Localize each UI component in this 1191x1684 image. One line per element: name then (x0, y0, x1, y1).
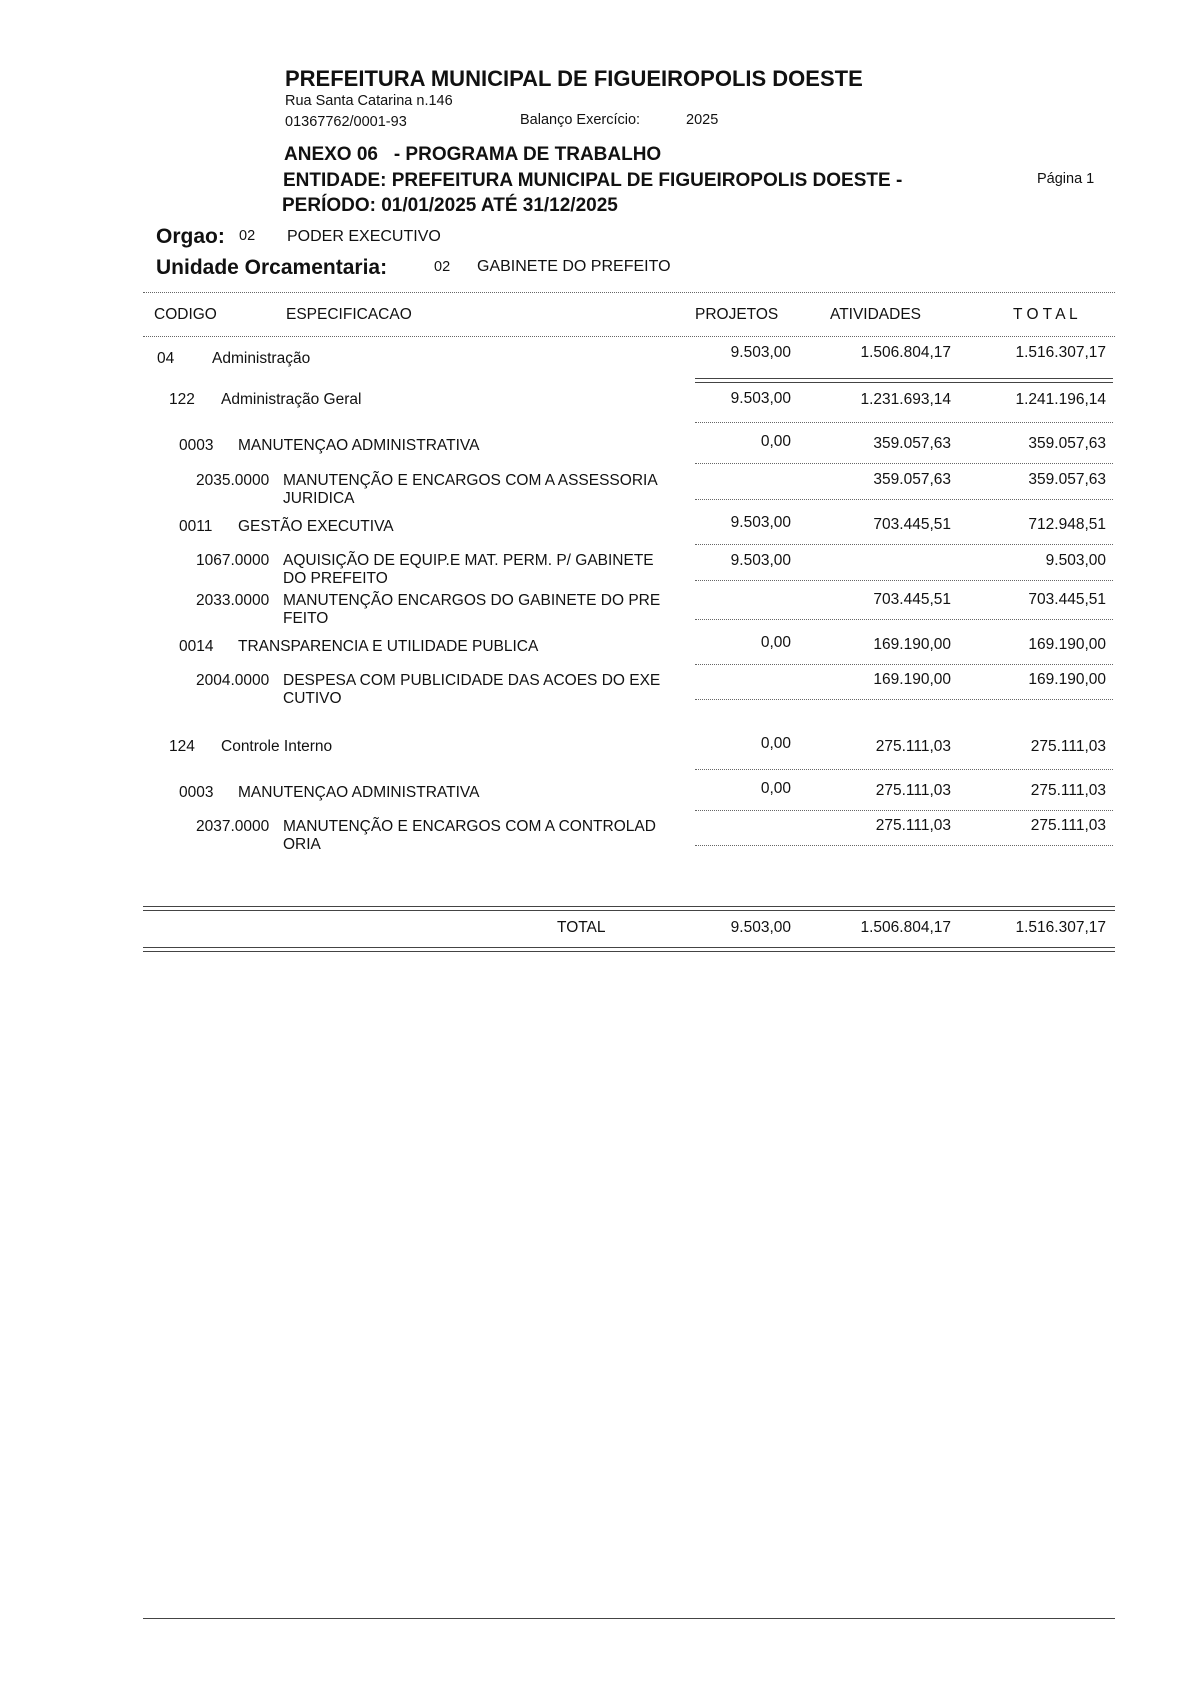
row-desc: MANUTENÇAO ADMINISTRATIVA (238, 437, 480, 454)
row-atividades: 703.445,51 (873, 516, 951, 533)
totals-label: TOTAL (557, 919, 606, 936)
balanco-label: Balanço Exercício: (520, 112, 641, 128)
col-atividades: ATIVIDADES (830, 306, 922, 323)
row-desc-line2: ORIA (283, 836, 321, 853)
row-code: 2037.0000 (196, 818, 270, 835)
double-divider (143, 947, 1115, 952)
row-desc: GESTÃO EXECUTIVA (238, 518, 394, 535)
periodo: PERÍODO: 01/01/2025 ATÉ 31/12/2025 (282, 195, 618, 216)
unidade-code: 02 (434, 259, 451, 275)
row-total: 9.503,00 (1045, 552, 1106, 569)
row-atividades: 169.190,00 (873, 636, 951, 653)
totals-total: 1.516.307,17 (1015, 919, 1106, 936)
row-atividades: 359.057,63 (873, 435, 951, 452)
row-projetos: 9.503,00 (730, 514, 791, 531)
row-code: 2004.0000 (196, 672, 270, 689)
col-projetos: PROJETOS (695, 306, 779, 323)
cnpj: 01367762/0001-93 (285, 114, 407, 130)
divider (695, 463, 1113, 464)
row-desc: Controle Interno (221, 738, 333, 755)
row-desc: Administração (212, 350, 311, 367)
orgao-name: PODER EXECUTIVO (287, 228, 441, 245)
row-desc-line1: AQUISIÇÃO DE EQUIP.E MAT. PERM. P/ GABINETE (283, 552, 654, 569)
row-total: 1.241.196,14 (1015, 391, 1106, 408)
col-codigo: CODIGO (154, 306, 217, 323)
row-atividades: 703.445,51 (873, 591, 951, 608)
row-desc: TRANSPARENCIA E UTILIDADE PUBLICA (238, 638, 539, 655)
double-divider (695, 378, 1113, 383)
row-total: 275.111,03 (1030, 738, 1106, 755)
row-total: 712.948,51 (1028, 516, 1106, 533)
divider (143, 292, 1115, 293)
divider (695, 422, 1113, 423)
row-desc: MANUTENÇAO ADMINISTRATIVA (238, 784, 480, 801)
divider (695, 810, 1113, 811)
row-projetos: 9.503,00 (730, 344, 791, 361)
orgao-code: 02 (239, 228, 256, 244)
row-total: 359.057,63 (1028, 471, 1106, 488)
row-projetos: 9.503,00 (730, 552, 791, 569)
divider (695, 845, 1113, 846)
row-desc-line2: CUTIVO (283, 690, 342, 707)
balanco-year: 2025 (686, 112, 719, 128)
row-code: 2035.0000 (196, 472, 270, 489)
totals-atividades: 1.506.804,17 (860, 919, 951, 936)
address: Rua Santa Catarina n.146 (285, 93, 453, 109)
row-total: 275.111,03 (1030, 817, 1106, 834)
divider (695, 544, 1113, 545)
row-desc-line1: MANUTENÇÃO E ENCARGOS COM A CONTROLAD (283, 818, 656, 835)
row-atividades: 275.111,03 (875, 738, 951, 755)
row-projetos: 0,00 (760, 634, 791, 651)
divider (695, 664, 1113, 665)
row-code: 124 (169, 738, 195, 755)
row-code: 0014 (179, 638, 214, 655)
row-atividades: 1.506.804,17 (860, 344, 951, 361)
row-code: 0003 (179, 784, 214, 801)
divider (695, 699, 1113, 700)
row-projetos: 9.503,00 (730, 390, 791, 407)
row-desc-line1: DESPESA COM PUBLICIDADE DAS ACOES DO EXE (283, 672, 661, 689)
row-desc: Administração Geral (221, 391, 362, 408)
unidade-name: GABINETE DO PREFEITO (477, 258, 671, 275)
divider (695, 499, 1113, 500)
row-projetos: 0,00 (760, 433, 791, 450)
row-desc-line2: JURIDICA (283, 490, 355, 507)
row-total: 1.516.307,17 (1015, 344, 1106, 361)
col-especificacao: ESPECIFICACAO (286, 306, 412, 323)
unidade-label: Unidade Orcamentaria: (156, 256, 388, 279)
orgao-label: Orgao: (156, 225, 225, 248)
row-desc-line2: FEITO (283, 610, 329, 627)
footer-rule (143, 1618, 1115, 1619)
row-projetos: 0,00 (760, 735, 791, 752)
row-atividades: 275.111,03 (875, 782, 951, 799)
row-code: 0003 (179, 437, 214, 454)
row-atividades: 359.057,63 (873, 471, 951, 488)
row-desc-line1: MANUTENÇÃO E ENCARGOS COM A ASSESSORIA (283, 472, 658, 489)
divider (695, 580, 1113, 581)
double-divider (143, 906, 1115, 911)
row-atividades: 169.190,00 (873, 671, 951, 688)
divider (143, 336, 1115, 337)
totals-projetos: 9.503,00 (730, 919, 791, 936)
row-atividades: 1.231.693,14 (860, 391, 951, 408)
row-total: 169.190,00 (1028, 671, 1106, 688)
row-desc-line1: MANUTENÇÃO ENCARGOS DO GABINETE DO PRE (283, 592, 661, 609)
row-total: 359.057,63 (1028, 435, 1106, 452)
page-title: PREFEITURA MUNICIPAL DE FIGUEIROPOLIS DOESTE (285, 66, 863, 91)
row-code: 0011 (179, 518, 213, 535)
row-projetos: 0,00 (760, 780, 791, 797)
divider (695, 769, 1113, 770)
row-code: 122 (169, 391, 195, 408)
anexo-title: ANEXO 06 - PROGRAMA DE TRABALHO (284, 144, 662, 165)
row-atividades: 275.111,03 (875, 817, 951, 834)
row-desc-line2: DO PREFEITO (283, 570, 388, 587)
row-total: 275.111,03 (1030, 782, 1106, 799)
page-number: Página 1 (1037, 171, 1095, 187)
divider (695, 619, 1113, 620)
row-code: 1067.0000 (196, 552, 270, 569)
row-code: 04 (157, 350, 175, 367)
col-total: T O T A L (1013, 306, 1078, 323)
entidade: ENTIDADE: PREFEITURA MUNICIPAL DE FIGUEIROPOLIS DOESTE - (283, 170, 903, 191)
row-code: 2033.0000 (196, 592, 270, 609)
row-total: 169.190,00 (1028, 636, 1106, 653)
row-total: 703.445,51 (1028, 591, 1106, 608)
